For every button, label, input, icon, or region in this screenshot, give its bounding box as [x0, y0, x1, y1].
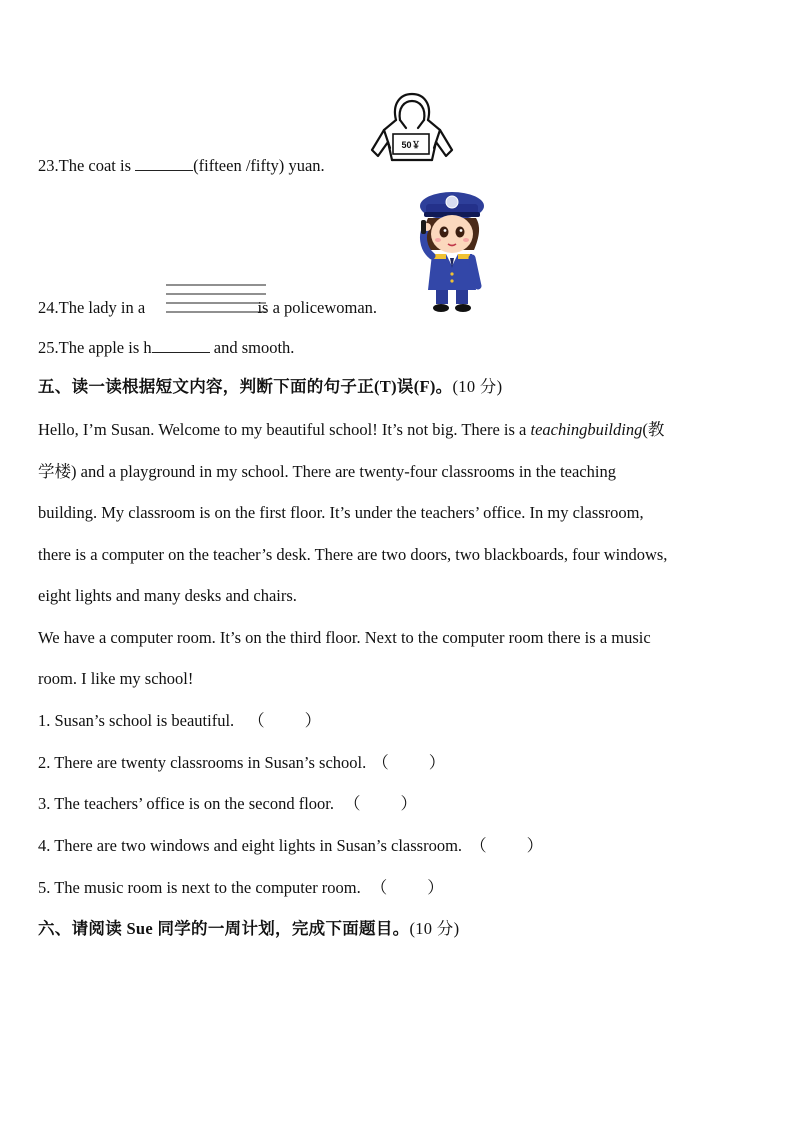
passage-line-3: building. My classroom is on the first floor. It’s under the teachers’ office. In my classroom, — [38, 503, 644, 522]
question-text-end: is a policewoman. — [253, 298, 378, 317]
price-tag-text: 50￥ — [401, 140, 421, 150]
passage-line-5: eight lights and many desks and chairs. — [38, 586, 297, 605]
answer-paren-open: （ — [372, 753, 389, 772]
coat-illustration — [366, 90, 458, 170]
answer-paren-close: ） — [428, 753, 446, 772]
answer-options: (fifteen /fifty) — [193, 156, 285, 175]
answer-blank[interactable] — [135, 155, 193, 171]
answer-paren-close: ） — [427, 878, 444, 897]
answer-paren-open: （ — [344, 794, 361, 813]
question-text: The apple is h — [58, 338, 152, 357]
section-title-text: 同学的一周计划，完成下面题目。 — [153, 919, 410, 938]
answer-paren-close: ） — [400, 794, 417, 813]
tf-question-5 — [38, 878, 444, 898]
passage-line-6: We have a computer room. It’s on the third floor. Next to the computer room there is a music — [38, 628, 651, 647]
tf-question-1 — [38, 711, 321, 731]
answer-paren-open: （ — [370, 878, 388, 897]
passage-text: Hello, I’m Susan. Welcome to my beautiful school! It’s not big. There is a — [38, 420, 531, 439]
student-name: Sue — [126, 919, 154, 938]
question-number: 24. — [38, 298, 59, 317]
passage-line-4: there is a computer on the teacher’s desk. There are two doors, two blackboards, four windows, — [38, 545, 668, 564]
question-number: 25. — [38, 338, 59, 357]
section-score: (10 分) — [409, 919, 460, 938]
section-6-title — [38, 919, 459, 939]
question-23 — [38, 155, 325, 176]
section-5-title — [38, 377, 502, 397]
passage-text: (教 — [642, 420, 665, 439]
question-25 — [38, 337, 294, 358]
section-score: (10 分) — [452, 377, 503, 396]
question-text-end: yuan. — [284, 156, 325, 175]
tf-question-2 — [38, 753, 445, 773]
italic-term: teachingbuilding — [530, 420, 643, 439]
question-text: The coat is — [58, 156, 136, 175]
tf-question-4 — [38, 836, 543, 856]
question-text: 1. Susan’s school is beautiful. — [38, 711, 235, 730]
passage-line-2: 学楼) and a playground in my school. There are twenty-four classrooms in the teaching — [38, 462, 616, 481]
section-title-text: 六、请阅读 — [38, 919, 127, 938]
answer-paren-open: （ — [248, 711, 265, 730]
tf-question-3 — [38, 794, 417, 814]
section-title-text: 五、读一读根据短文内容，判断下面的句子正(T)误(F)。 — [38, 377, 453, 396]
question-number: 23. — [38, 156, 59, 175]
question-text-end: and smooth. — [209, 338, 295, 357]
question-text: 2. There are twenty classrooms in Susan’s school. — [38, 753, 367, 772]
answer-paren-close: ） — [526, 836, 544, 855]
policewoman-illustration — [412, 182, 490, 314]
question-text: The lady in a — [58, 298, 150, 317]
answer-blank[interactable] — [152, 337, 210, 353]
question-text: 4. There are two windows and eight lights in Susan’s classroom. — [38, 836, 463, 855]
question-text: 5. The music room is next to the computer room. — [38, 878, 361, 897]
answer-paren-close: ） — [304, 711, 322, 730]
writing-lines[interactable] — [166, 284, 268, 314]
question-text: 3. The teachers’ office is on the second floor. — [38, 794, 334, 813]
passage-line-1 — [38, 420, 664, 440]
answer-paren-open: （ — [470, 836, 487, 855]
passage-line-7: room. I like my school! — [38, 669, 194, 688]
